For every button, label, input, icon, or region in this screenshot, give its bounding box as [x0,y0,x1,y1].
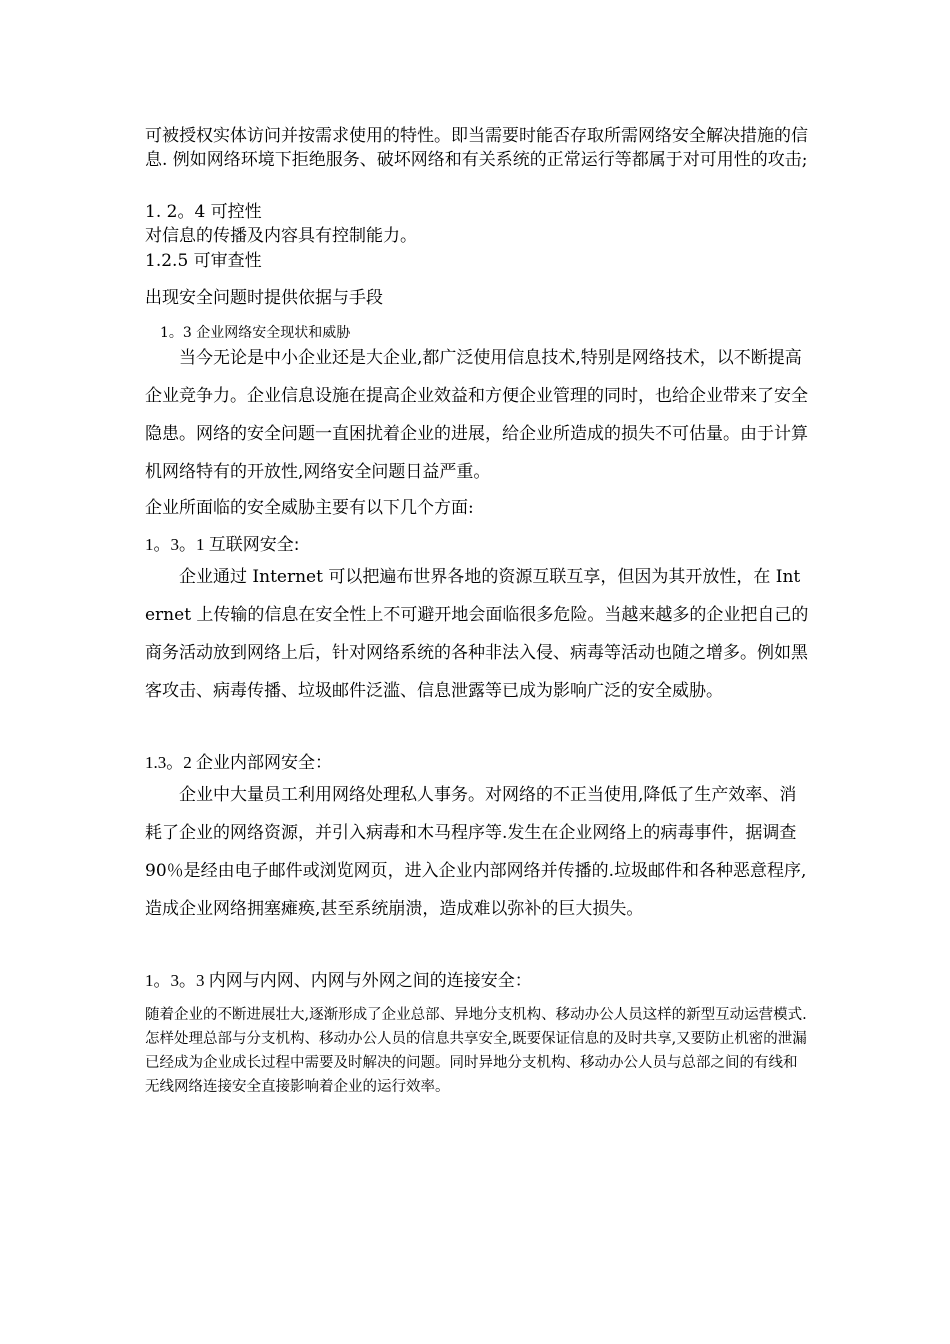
heading-1-3-2-title: 企业内部网安全： [196,753,332,773]
paragraph-internet-security: 企业通过 Internet 可以把遍布世界各地的资源互联互享，但因为其开放性，在 Internet 上传输的信息在安全性上不可避开地会面临很多危险。当越来越多的企业把自己的商务活动放到网络上后，针对网络系统的各种非法入侵、病毒等活动也随之增多。例如黑客攻击、病毒传播、垃圾邮件泛滥、信息泄露等已成为影响广泛的安全威胁。 [145,567,809,701]
heading-1-3-1 [145,533,299,557]
heading-1-3-2-number: 1.3。2 [145,753,196,772]
paragraph-auditability: 出现安全问题时提供依据与手段 [145,288,383,308]
paragraph-connection-security: 随着企业的不断进展壮大,逐渐形成了企业总部、异地分支机构、移动办公人员这样的新型互动运营模式.怎样处理总部与分支机构、移动办公人员的信息共享安全,既要保证信息的及时共享,又要防止机密的泄漏已经成为企业成长过程中需要及时解决的问题。同时异地分支机构、移动办公人员与总部之间的有线和无线网络连接安全直接影响着企业的运行效率。 [145,1007,807,1095]
heading-1-3-2 [145,751,332,775]
paragraph-controllability: 对信息的传播及内容具有控制能力。 [145,226,417,246]
heading-1-3-3-number: 1。3。3 [145,971,209,990]
paragraph-intranet-security: 企业中大量员工利用网络处理私人事务。对网络的不正当使用,降低了生产效率、消耗了企业的网络资源，并引入病毒和木马程序等.发生在企业网络上的病毒事件，据调查 90％是经由电子邮件或浏览网页，进入企业内部网络并传播的.垃圾邮件和各种恶意程序,造成企业网络拥塞瘫痪,甚至系统崩溃，造成难以弥补的巨大损失。 [145,785,807,919]
heading-1-3-1-number: 1。3。1 [145,535,209,554]
paragraph-availability: 可被授权实体访问并按需求使用的特性。即当需要时能否存取所需网络安全解决措施的信息. 例如网络环境下拒绝服务、破坏网络和有关系统的正常运行等都属于对可用性的攻击; [145,126,808,170]
heading-1-2-5: 1.2.5 可审查性 [145,251,262,271]
heading-1-2-4: 1. 2。4 可控性 [145,202,262,222]
heading-1-3-3-title: 内网与内网、内网与外网之间的连接安全： [208,971,532,991]
paragraph-threats-intro: 企业所面临的安全威胁主要有以下几个方面: [145,498,474,518]
paragraph-security-status: 当今无论是中小企业还是大企业,都广泛使用信息技术,特别是网络技术，以不断提高企业竞争力。企业信息设施在提高企业效益和方便企业管理的同时，也给企业带来了安全隐患。网络的安全问题一直困扰着企业的进展，给企业所造成的损失不可估量。由于计算机网络特有的开放性,网络安全问题日益严重。 [145,348,808,482]
heading-1-3-3 [145,969,532,993]
heading-1-3: 1。3 企业网络安全现状和威胁 [160,325,351,341]
heading-1-3-1-title: 互联网安全: [208,535,300,555]
